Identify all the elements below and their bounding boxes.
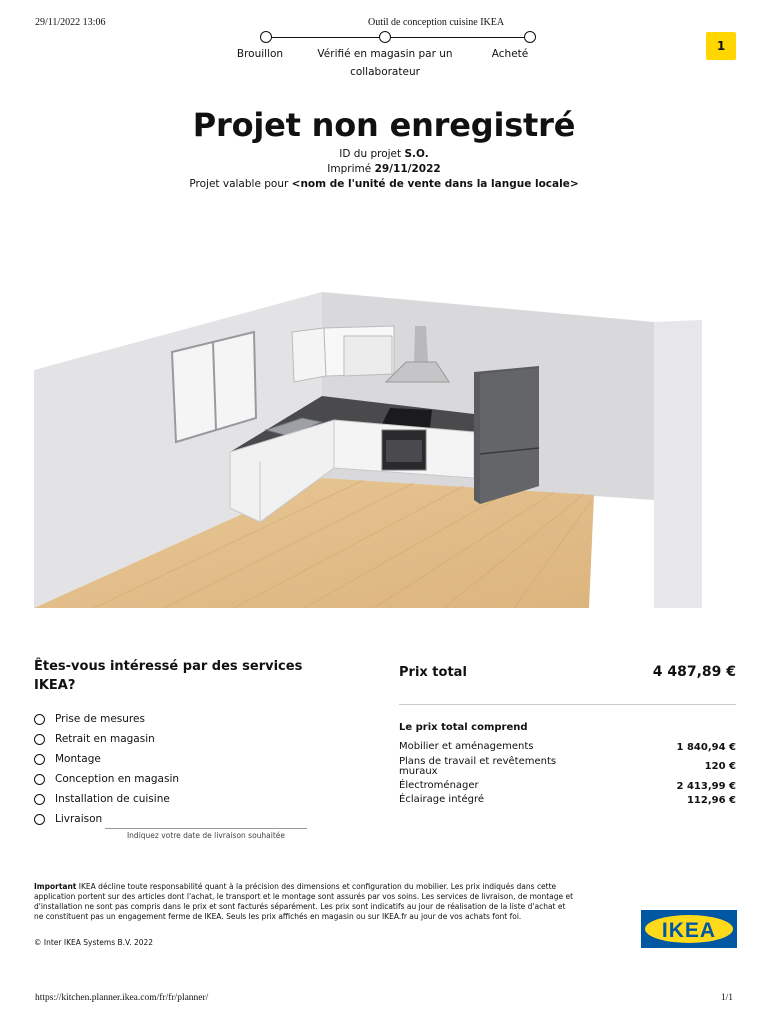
step-dot-verified (379, 31, 391, 43)
step-dot-purchased (524, 31, 536, 43)
step-dot-draft (260, 31, 272, 43)
delivery-date-hint: Indiquez votre date de livraison souhaitée (126, 831, 286, 840)
right-wall (654, 320, 702, 608)
radio-icon[interactable] (34, 714, 45, 725)
service-option-delivery[interactable] (34, 813, 102, 825)
print-page-number: 1/1 (720, 993, 733, 1003)
service-label: Montage (55, 753, 101, 765)
price-row-label: Éclairage intégré (399, 794, 484, 805)
page-title: Projet non enregistré (192, 106, 576, 144)
step-label-draft: Brouillon (236, 48, 284, 60)
upper-cabinet-left (292, 328, 326, 382)
printed-label: Imprimé (327, 163, 372, 175)
print-url: https://kitchen.planner.ikea.com/fr/fr/planner/ (35, 993, 209, 1003)
price-divider (399, 704, 736, 705)
service-label: Livraison (55, 813, 103, 825)
step-label-purchased: Acheté (491, 48, 529, 60)
price-row-label: Plans de travail et revêtements muraux (399, 756, 557, 777)
valid-label: Projet valable pour (189, 178, 289, 190)
total-price-value: 4 487,89 € (652, 664, 736, 680)
service-option-assembly[interactable] (34, 753, 101, 765)
kitchen-3d-render (34, 290, 702, 608)
valid-value: <nom de l'unité de vente dans la langue locale> (291, 178, 579, 190)
radio-icon[interactable] (34, 754, 45, 765)
project-id-value: S.O. (404, 148, 429, 160)
delivery-date-field[interactable] (105, 828, 307, 829)
service-label: Prise de mesures (55, 713, 145, 725)
service-option-store-design[interactable] (34, 773, 179, 785)
printed-value: 29/11/2022 (374, 163, 441, 175)
project-id-line (0, 148, 768, 160)
step-label-verified: Vérifié en magasin par un collaborateur (317, 48, 453, 78)
service-option-store-pickup[interactable] (34, 733, 155, 745)
price-row-value: 2 413,99 € (676, 781, 736, 792)
valid-for-line (0, 178, 768, 190)
print-datetime: 29/11/2022 13:06 (35, 17, 106, 28)
radio-icon[interactable] (34, 794, 45, 805)
price-row-value: 112,96 € (686, 795, 736, 806)
page-number-badge: 1 (706, 32, 736, 60)
extractor-hood-chimney (414, 326, 428, 362)
disclaimer (34, 882, 574, 922)
disclaimer-label: Important (34, 882, 77, 891)
price-breakdown-heading: Le prix total comprend (399, 722, 528, 733)
ikea-logo (641, 910, 737, 948)
services-heading: Êtes-vous intéressé par des services IKEA? (34, 659, 303, 693)
printed-date-line (0, 163, 768, 175)
service-label: Installation de cuisine (55, 793, 170, 805)
ikea-logo-text: IKEA (661, 919, 717, 942)
service-label: Conception en magasin (55, 773, 180, 785)
price-row-value: 1 840,94 € (676, 742, 736, 753)
disclaimer-text: IKEA décline toute responsabilité quant à la précision des dimensions et configuration du mobilier. Les prix indiqués dans cette application portent sur des articles dont l'achat, le transport et le montage sont assurés par vos soins. Les services de livraison, de montage et d'installation ne sont pas compris dans le prix et sont facturés séparément. Les prix sont indicatifs au jour de réalisation de la liste d'achat et ne constituent pas un engagement ferme de IKEA. Seuls les prix affichés en magasin ou sur IKEA.fr au jour de vos achats font foi. (34, 882, 574, 921)
radio-icon[interactable] (34, 814, 45, 825)
service-option-measurement[interactable] (34, 713, 145, 725)
total-price-label: Prix total (399, 665, 467, 680)
radio-icon[interactable] (34, 734, 45, 745)
service-option-kitchen-installation[interactable] (34, 793, 170, 805)
price-row-label: Mobilier et aménagements (399, 741, 534, 752)
radio-icon[interactable] (34, 774, 45, 785)
service-label: Retrait en magasin (55, 733, 155, 745)
price-row-label: Électroménager (399, 780, 479, 791)
stepper-line (266, 37, 530, 38)
copyright: © Inter IKEA Systems B.V. 2022 (34, 938, 154, 947)
print-doc-title: Outil de conception cuisine IKEA (368, 17, 505, 28)
price-row-value: 120 € (704, 761, 736, 772)
project-id-label: ID du projet (339, 148, 402, 160)
